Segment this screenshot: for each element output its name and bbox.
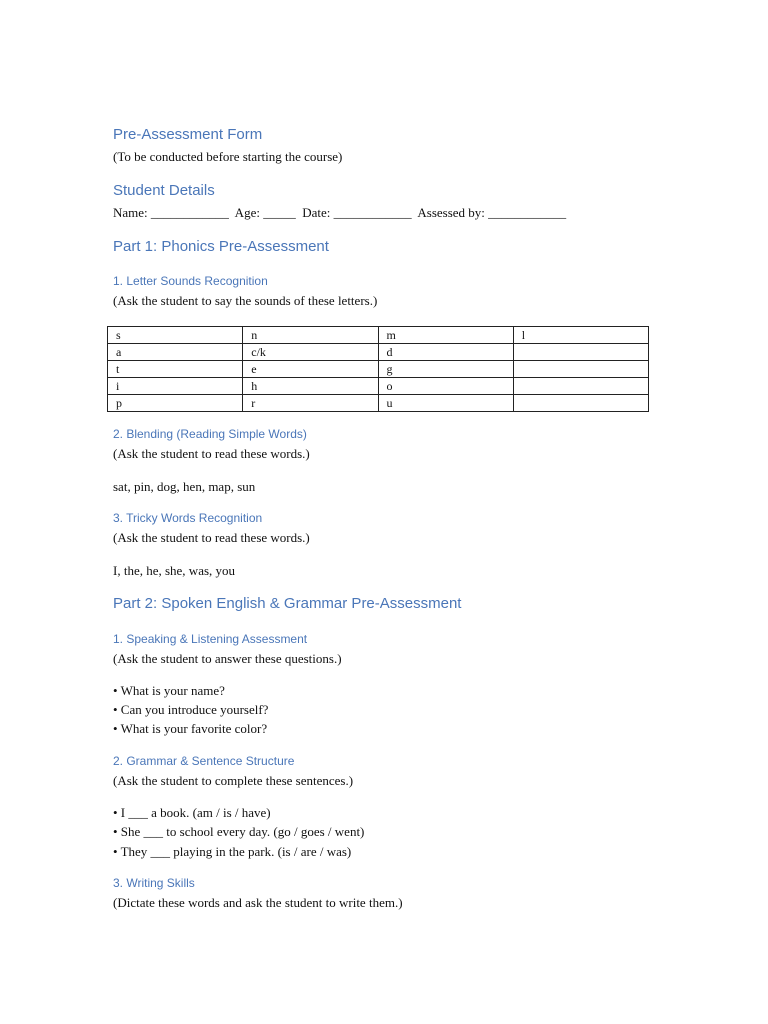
writing-skills-instruction: (Dictate these words and ask the student to write them.) bbox=[113, 895, 403, 910]
tricky-words-list: I, the, he, she, was, you bbox=[113, 563, 236, 578]
list-item: • Can you introduce yourself? bbox=[113, 702, 269, 717]
page-subtitle: (To be conducted before starting the course) bbox=[113, 149, 343, 164]
part1-heading: Part 1: Phonics Pre-Assessment bbox=[113, 238, 329, 255]
blending-instruction: (Ask the student to read these words.) bbox=[113, 446, 310, 461]
letter-sounds-heading: 1. Letter Sounds Recognition bbox=[113, 274, 268, 288]
table-cell bbox=[513, 344, 648, 361]
table-cell bbox=[513, 395, 648, 412]
list-item: • I ___ a book. (am / is / have) bbox=[113, 805, 271, 820]
table-cell: p bbox=[108, 395, 243, 412]
part2-heading: Part 2: Spoken English & Grammar Pre-Assessment bbox=[113, 595, 462, 612]
table-row bbox=[108, 378, 649, 395]
table-row bbox=[108, 327, 649, 344]
table-row bbox=[108, 344, 649, 361]
table-cell: l bbox=[513, 327, 648, 344]
table-cell: h bbox=[243, 378, 378, 395]
table-cell: n bbox=[243, 327, 378, 344]
table-cell: r bbox=[243, 395, 378, 412]
list-item: • What is your favorite color? bbox=[113, 721, 268, 736]
table-cell: o bbox=[378, 378, 513, 395]
writing-skills-heading: 3. Writing Skills bbox=[113, 876, 195, 890]
speaking-heading: 1. Speaking & Listening Assessment bbox=[113, 632, 308, 646]
table-cell: m bbox=[378, 327, 513, 344]
table-cell bbox=[513, 378, 648, 395]
student-details-fields: Name: ____________ Age: _____ Date: ____________ Assessed by: ____________ bbox=[113, 205, 567, 220]
table-cell: s bbox=[108, 327, 243, 344]
tricky-words-heading: 3. Tricky Words Recognition bbox=[113, 511, 263, 525]
table-cell: g bbox=[378, 361, 513, 378]
letter-sounds-instruction: (Ask the student to say the sounds of these letters.) bbox=[113, 293, 378, 308]
list-item: • They ___ playing in the park. (is / are / was) bbox=[113, 844, 352, 859]
grammar-instruction: (Ask the student to complete these sentences.) bbox=[113, 773, 354, 788]
table-cell: d bbox=[378, 344, 513, 361]
table-cell: t bbox=[108, 361, 243, 378]
page-title: Pre-Assessment Form bbox=[113, 126, 263, 143]
blending-words: sat, pin, dog, hen, map, sun bbox=[113, 479, 256, 494]
table-row bbox=[108, 395, 649, 412]
table-row bbox=[108, 361, 649, 378]
tricky-words-instruction: (Ask the student to read these words.) bbox=[113, 530, 310, 545]
grammar-heading: 2. Grammar & Sentence Structure bbox=[113, 754, 295, 768]
student-details-heading: Student Details bbox=[113, 182, 215, 199]
table-cell: u bbox=[378, 395, 513, 412]
letter-sounds-table bbox=[107, 326, 649, 412]
table-cell: e bbox=[243, 361, 378, 378]
table-cell: i bbox=[108, 378, 243, 395]
list-item: • She ___ to school every day. (go / goes / went) bbox=[113, 824, 365, 839]
speaking-instruction: (Ask the student to answer these questions.) bbox=[113, 651, 342, 666]
list-item: • What is your name? bbox=[113, 683, 225, 698]
table-cell: a bbox=[108, 344, 243, 361]
table-cell: c/k bbox=[243, 344, 378, 361]
table-cell bbox=[513, 361, 648, 378]
blending-heading: 2. Blending (Reading Simple Words) bbox=[113, 427, 307, 441]
